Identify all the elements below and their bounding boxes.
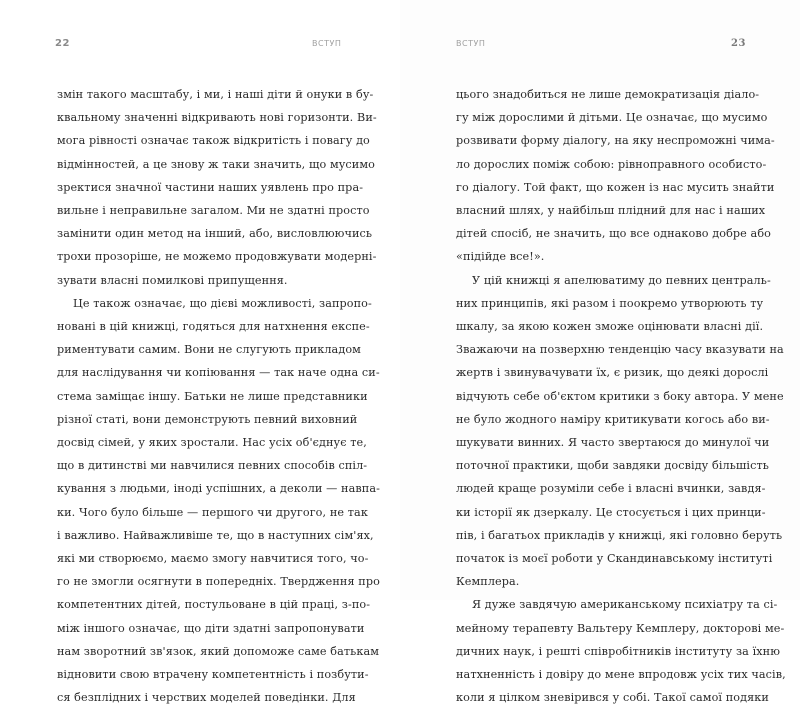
text-line: Кемплера. — [456, 575, 520, 589]
text-line: початок із моєї роботи у Скандинавському інституті — [456, 552, 773, 566]
left-page — [0, 0, 400, 705]
text-line: для наслідування чи копіювання — так наче одна си- — [57, 366, 380, 380]
text-line: змін такого масштабу, і ми, і наші діти й онуки в бу- — [57, 88, 374, 101]
text-line: і важливо. Найважливіше те, що в наступних сім'ях, — [57, 528, 374, 542]
text-line: гу між дорослими й дітьми. Це означає, що мусимо — [456, 111, 768, 125]
text-line: вильне і неправильне загалом. Ми не здатні просто — [57, 204, 370, 218]
text-line: ки історії як дзеркалу. Це стосується і цих принци- — [456, 505, 766, 519]
body-text — [57, 83, 380, 709]
text-line: го діалогу. Той факт, що кожен із нас мусить знайти — [456, 180, 775, 194]
text-line: замінити один метод на інший, або, висловлюючись — [57, 227, 373, 241]
running-head: ВСТУП — [456, 39, 486, 48]
text-line: шкалу, за якою кожен зможе оцінювати власні дії. — [456, 320, 764, 334]
text-line: ся безплідних і черствих моделей поведінки. Для — [57, 691, 356, 705]
text-line: відчують себе об'єктом критики з боку автора. У мене — [456, 389, 784, 403]
text-line: мейному терапевту Вальтеру Кемплеру, докторові ме- — [456, 621, 785, 635]
text-line: що в дитинстві ми навчилися певних способів спіл- — [57, 459, 368, 473]
text-line: трохи прозоріше, не можемо продовжувати модерні- — [57, 250, 377, 264]
page-number: 23 — [731, 38, 746, 49]
text-line: них принципів, які разом і поокремо утворюють ту — [456, 296, 764, 310]
text-line: дичних наук, і решті співробітників інституту за їхню — [456, 644, 781, 658]
text-line: які ми створюємо, маємо змогу навчитися того, чо- — [57, 552, 369, 566]
text-line: жертв і звинувачувати їх, є ризик, що деякі дорослі — [456, 366, 769, 380]
text-line: У цій книжці я апелюватиму до певних централь- — [472, 273, 771, 287]
text-line: зувати власні помилкові припущення. — [57, 273, 288, 287]
text-line: квальному значенні відкривають нові горизонти. Ви- — [57, 111, 377, 125]
text-line: цього знадобиться не лише демократизація діало- — [456, 88, 760, 101]
text-line: людей краще розуміли себе і власні вчинки, завдя- — [456, 482, 766, 496]
text-line: натхненність і довіру до мене впродовж усіх тих часів, — [456, 668, 786, 682]
right-page — [400, 0, 800, 705]
body-text — [456, 83, 786, 709]
text-line: мога рівності означає також відкритість і повагу до — [57, 134, 370, 148]
text-line: відновити свою втрачену компетентність і позбути- — [57, 668, 369, 682]
text-line: нам зворотний зв'язок, який допоможе саме батькам — [57, 644, 380, 658]
text-line: ло дорослих поміж собою: рівноправного особисто- — [456, 157, 767, 171]
text-line: компетентних дітей, постульоване в цій праці, з-по- — [57, 598, 371, 612]
text-line: досвід сімей, у яких зростали. Нас усіх об'єднує те, — [57, 436, 367, 450]
text-line: ки. Чого було більше — першого чи другого, не так — [57, 505, 368, 519]
text-line: новані в цій книжці, годяться для натхнення експе- — [57, 320, 370, 334]
text-line: коли я цілком зневірився у собі. Такої самої подяки — [456, 691, 769, 705]
text-line: Я дуже завдячую американському психіатру та сі- — [472, 598, 778, 612]
page-number: 22 — [55, 38, 70, 49]
text-line: зректися значної частини наших уявлень про пра- — [57, 180, 364, 194]
text-line: пів, і багатьох прикладів у книжці, які головно беруть — [456, 528, 783, 542]
running-head: ВСТУП — [312, 39, 342, 48]
text-line: між іншого означає, що діти здатні запропонувати — [57, 621, 365, 635]
text-line: «підійде все!». — [456, 250, 545, 264]
text-line: кування з людьми, іноді успішних, а деколи — навпа- — [57, 482, 380, 496]
text-line: різної статі, вони демонструють певний виховний — [57, 412, 358, 426]
text-line: шукувати винних. Я часто звертаюся до минулої чи — [456, 436, 770, 450]
text-line: Зважаючи на позверхню тенденцію часу вказувати на — [456, 343, 784, 357]
text-line: власний шлях, у найбільш плідний для нас і наших — [456, 204, 766, 218]
text-line: риментувати самим. Вони не слугують прикладом — [57, 343, 361, 357]
text-line: не було жодного наміру критикувати когось або ви- — [456, 412, 770, 426]
text-line: розвивати форму діалогу, на яку неспроможні чима- — [456, 134, 775, 148]
text-line: дітей спосіб, не значить, що все однаково добре або — [456, 227, 771, 241]
text-line: відмінностей, а це знову ж таки значить, що мусимо — [57, 157, 375, 171]
text-line: стема заміщає іншу. Батьки не лише представники — [57, 389, 368, 403]
text-line: поточної практики, щоби завдяки досвіду більшість — [456, 459, 769, 473]
text-line: Це також означає, що дієві можливості, запропо- — [73, 296, 372, 310]
text-line: го не змогли осягнути в попередніх. Твердження про — [57, 575, 380, 589]
